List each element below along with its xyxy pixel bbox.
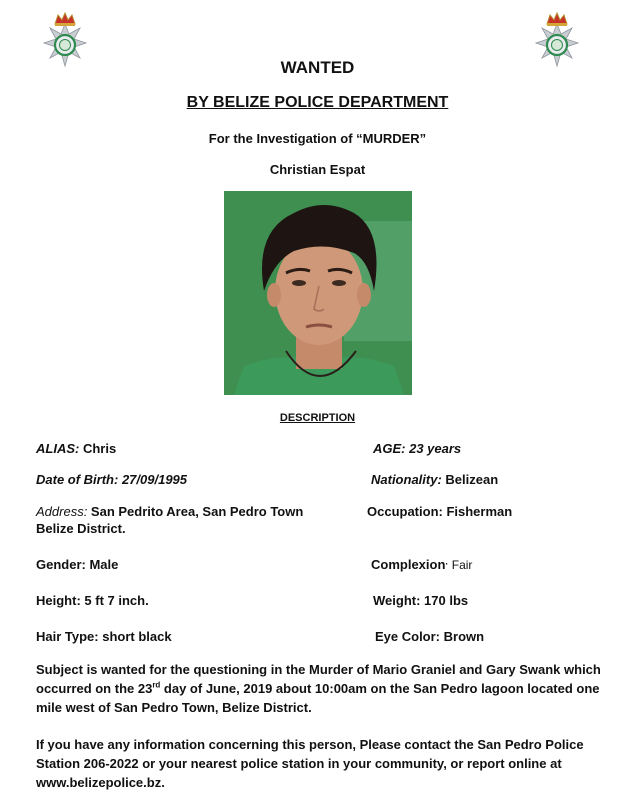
field-complexion <box>371 557 472 572</box>
field-gender <box>36 557 118 572</box>
field-label: Eye Color: <box>375 629 441 644</box>
field-value: 5 ft 7 inch. <box>80 593 149 608</box>
field-address <box>36 504 303 519</box>
poster-title: WANTED <box>280 58 355 77</box>
field-value: Belizean <box>441 472 499 487</box>
field-label: Occupation: <box>367 504 443 519</box>
field-age <box>373 441 461 456</box>
field-value: short black <box>98 629 172 644</box>
field-label: Nationality: <box>371 472 442 487</box>
field-date-of-birth <box>36 472 187 487</box>
field-label: Height: <box>36 593 81 608</box>
field-label: AGE: <box>373 441 406 456</box>
subject-name: Christian Espat <box>269 162 366 177</box>
field-value: Fair <box>448 558 473 572</box>
incident-text-cont: day of June, 2019 about 10:00am on the San Pedro lagoon located one mile west of San Pedro Town, Belize District. <box>36 681 600 715</box>
field-weight <box>373 593 468 608</box>
field-nationality <box>371 472 498 487</box>
field-label: ALIAS: <box>36 441 80 456</box>
description-heading: DESCRIPTION <box>279 412 356 424</box>
mugshot-photo <box>224 191 412 395</box>
field-label: Address: <box>36 504 88 519</box>
field-value: 23 years <box>405 441 462 456</box>
field-eye-color <box>375 629 484 644</box>
field-address-line2: Belize District. <box>36 521 126 536</box>
poster-subtitle: BY BELIZE POLICE DEPARTMENT <box>186 94 449 111</box>
field-value: 27/09/1995 <box>118 472 188 487</box>
field-occupation <box>367 504 512 519</box>
field-value: Brown <box>440 629 485 644</box>
incident-text: Subject is wanted for the questioning in the Murder of Mario Graniel and Gary Swank which occurred on the 23 <box>36 662 601 696</box>
field-label: Gender: <box>36 557 86 572</box>
field-label: Date of Birth: <box>36 472 119 487</box>
investigation-line: For the Investigation of “MURDER” <box>208 131 427 146</box>
field-label: Weight: <box>373 593 421 608</box>
incident-paragraph <box>36 660 606 717</box>
field-hair-type <box>36 629 172 644</box>
field-value: 170 lbs <box>420 593 469 608</box>
field-value: San Pedrito Area, San Pedro Town <box>87 504 304 519</box>
contact-paragraph: If you have any information concerning this person, Please contact the San Pedro Police Station 206-2022 or your nearest police station in your community, or report online at www.belizepolice.bz. <box>36 737 584 790</box>
field-alias <box>36 441 116 456</box>
field-height <box>36 593 149 608</box>
field-value: Chris <box>79 441 117 456</box>
field-label: Hair Type: <box>36 629 99 644</box>
field-separator: · <box>445 559 449 569</box>
field-value: Fisherman <box>442 504 513 519</box>
field-label: Complexion <box>371 557 446 572</box>
ordinal-suffix: rd <box>152 680 161 690</box>
field-value: Male <box>85 557 119 572</box>
